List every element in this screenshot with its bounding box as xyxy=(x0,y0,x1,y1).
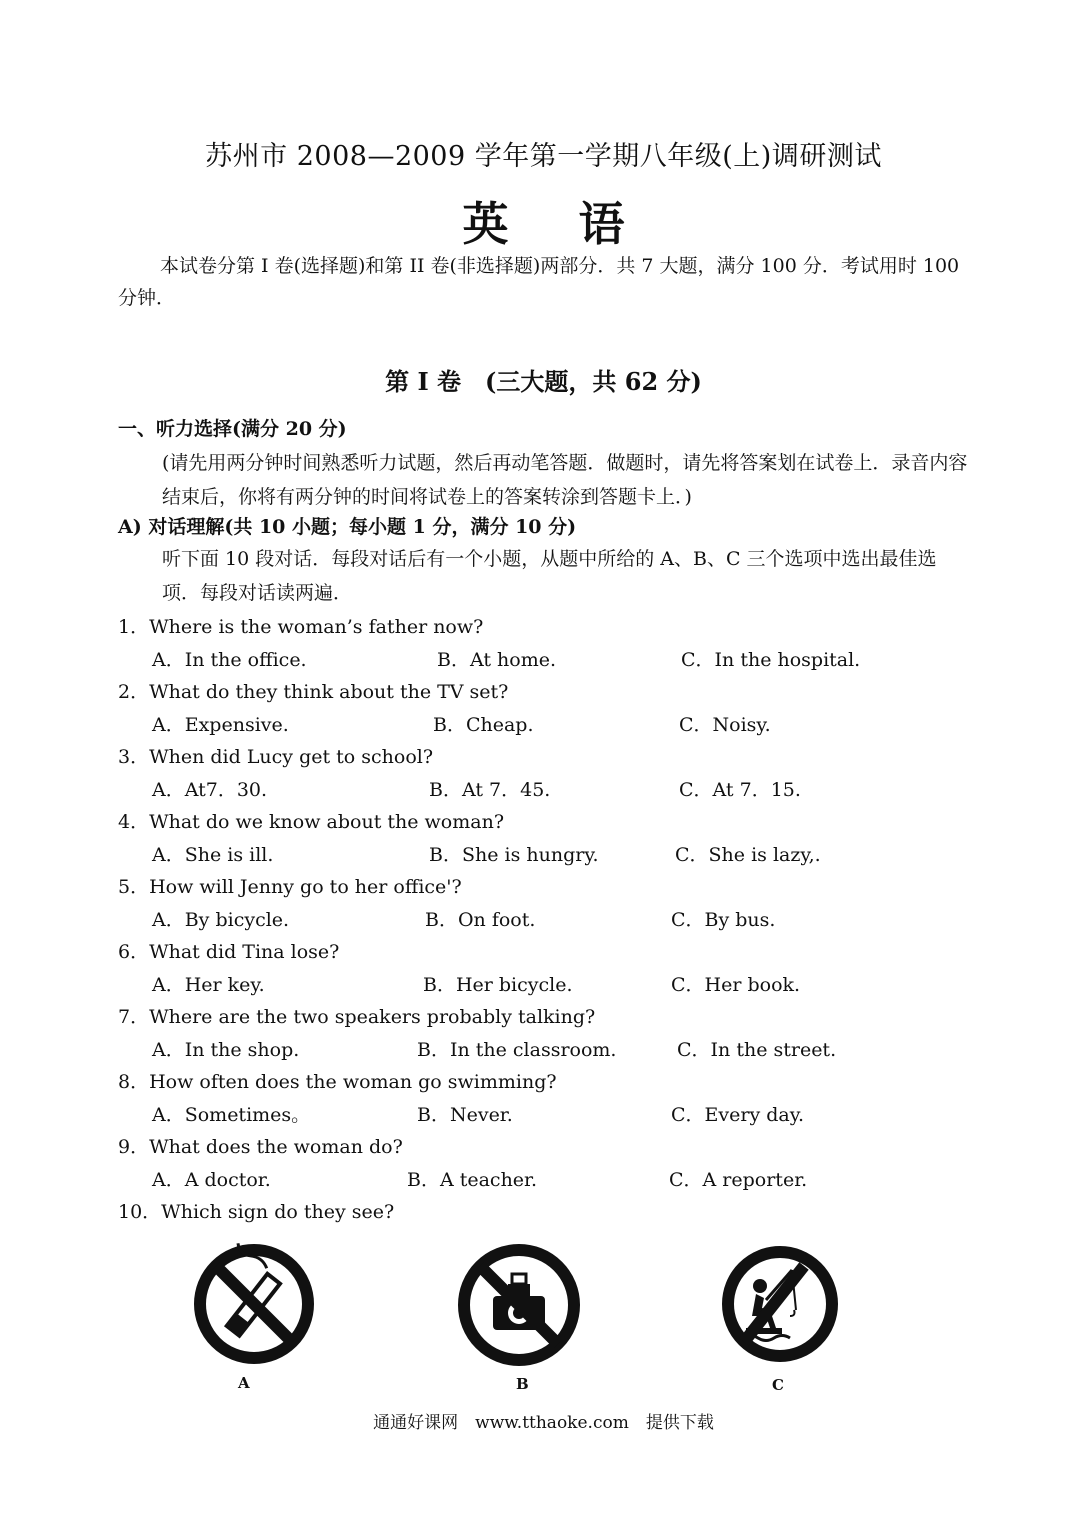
question-2: 2．What do they think about the TV set? xyxy=(118,681,509,703)
question-5-option-a: A．By bicycle. xyxy=(152,909,290,931)
question-9-option-b: B．A teacher. xyxy=(407,1169,538,1191)
question-7: 7．Where are the two speakers probably talking? xyxy=(118,1006,596,1028)
sign-label-a: A xyxy=(238,1374,250,1392)
exam-intro: 本试卷分第 I 卷(选择题)和第 II 卷(非选择题)两部分．共 7 大题，满分 100 分．考试用时 100 分钟． xyxy=(118,255,960,309)
question-7-option-a: A．In the shop. xyxy=(152,1039,300,1061)
question-9: 9．What does the woman do? xyxy=(118,1136,403,1158)
part-one-title: 第 I 卷 (三大题，共 62 分) xyxy=(385,367,702,396)
question-6-option-b: B．Her bicycle. xyxy=(423,974,573,996)
question-9-option-c: C．A reporter. xyxy=(669,1169,808,1191)
subject-title: 英语 xyxy=(462,197,695,251)
question-2-option-a: A．Expensive. xyxy=(152,714,289,736)
question-7-option-c: C．In the street. xyxy=(677,1039,837,1061)
question-1-option-a: A．In the office. xyxy=(152,649,307,671)
no-smoking-icon xyxy=(192,1242,316,1366)
question-6-option-a: A．Her key. xyxy=(152,974,265,996)
question-3: 3．When did Lucy get to school? xyxy=(118,746,434,768)
question-4: 4．What do we know about the woman? xyxy=(118,811,505,833)
section-a-heading: A) 对话理解(共 10 小题；每小题 1 分，满分 10 分) xyxy=(118,516,577,538)
sign-label-c: C xyxy=(772,1376,784,1394)
question-3-option-b: B．At 7．45. xyxy=(429,779,551,801)
question-8-option-a: A．Sometimes。 xyxy=(152,1104,311,1126)
question-1: 1．Where is the woman’s father now? xyxy=(118,616,484,638)
section-one-heading: 一、听力选择(满分 20 分) xyxy=(118,418,347,440)
question-1-option-c: C．In the hospital. xyxy=(681,649,861,671)
question-5-option-b: B．On foot. xyxy=(425,909,536,931)
page-footer: 通通好课网 www.tthaoke.com 提供下载 xyxy=(373,1413,714,1433)
sign-label-b: B xyxy=(516,1375,529,1393)
question-2-option-c: C．Noisy. xyxy=(679,714,771,736)
question-9-option-a: A．A doctor. xyxy=(152,1169,271,1191)
question-4-option-a: A．She is ill. xyxy=(152,844,274,866)
no-fishing-icon xyxy=(720,1244,840,1364)
question-6-option-c: C．Her book. xyxy=(671,974,801,996)
question-2-option-b: B．Cheap. xyxy=(433,714,534,736)
question-4-option-b: B．She is hungry. xyxy=(429,844,599,866)
question-5-option-c: C．By bus. xyxy=(671,909,776,931)
question-4-option-c: C．She is lazy,. xyxy=(675,844,821,866)
question-5: 5．How will Jenny go to her office'? xyxy=(118,876,462,898)
question-6: 6．What did Tina lose? xyxy=(118,941,340,963)
question-8: 8．How often does the woman go swimming? xyxy=(118,1071,557,1093)
question-8-option-c: C．Every day. xyxy=(671,1104,804,1126)
page-title: 苏州市 2008—2009 学年第一学期八年级(上)调研测试 xyxy=(205,141,882,172)
question-7-option-b: B．In the classroom. xyxy=(417,1039,617,1061)
question-3-option-a: A．At7．30. xyxy=(152,779,268,801)
question-10: 10．Which sign do they see? xyxy=(118,1201,395,1223)
question-3-option-c: C．At 7．15. xyxy=(679,779,801,801)
question-8-option-b: B．Never. xyxy=(417,1104,513,1126)
question-1-option-b: B．At home. xyxy=(437,649,557,671)
section-a-instruction: 听下面 10 段对话．每段对话后有一个小题，从题中所给的 A、B、C 三个选项中选出最佳选项．每段对话读两遍． xyxy=(162,548,937,604)
section-one-note: (请先用两分钟时间熟悉听力试题，然后再动笔答题．做题时，请先将答案划在试卷上．录音内容结束后，你将有两分钟的时间将试卷上的答案转涂到答题卡上．) xyxy=(162,452,968,508)
no-photography-icon xyxy=(456,1242,582,1368)
